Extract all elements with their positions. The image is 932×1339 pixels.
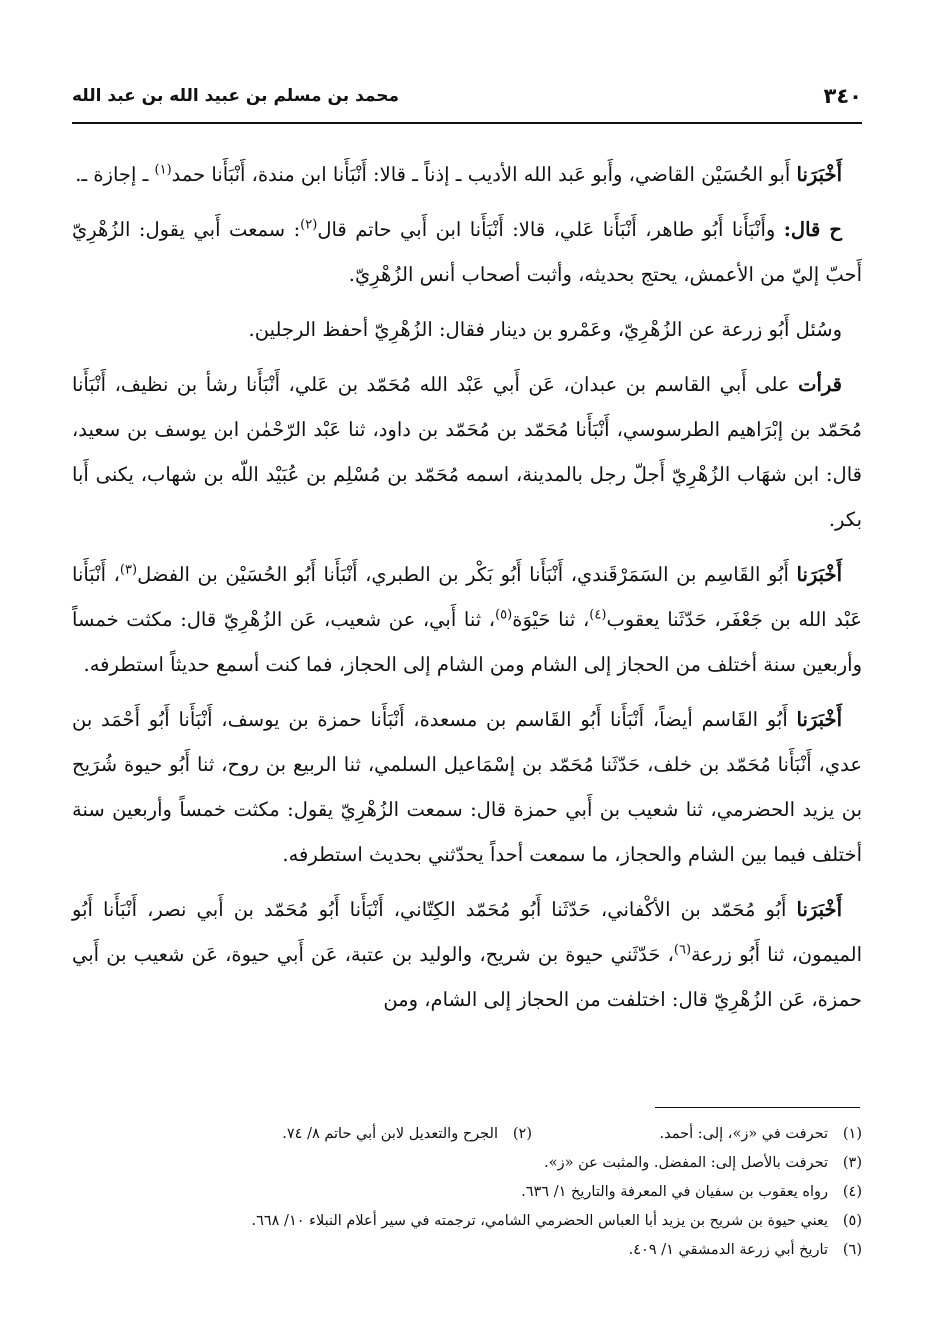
paragraph — [72, 362, 862, 542]
footnote-reference: (٤) — [589, 607, 607, 623]
footnote-reference: (٦) — [673, 942, 692, 958]
footnote-text: تحرفت في «ز»، إلى: أحمد. — [659, 1126, 828, 1142]
footnote-number: (٦) — [842, 1242, 862, 1258]
footnote-text: الجرح والتعديل لابن أبي حاتم ٨/ ٧٤. — [282, 1126, 498, 1142]
paragraph-text: ، ثنا أَبي، عن شعيب، عَن الزُهْرِيّ قال: مكثت خمساً وأربعين سنة أختلف من الحجاز إلى الشام ومن الشام إلى الحجاز، فما كنت أسمع حديثاً استطرفه. — [72, 608, 862, 676]
paragraph — [72, 887, 862, 1022]
footnote-text: يعني حيوة بن شريح بن يزيد أبا العباس الحضرمي الشامي، ترجمته في سير أعلام النبلاء ١٠/ ٦٦٨. — [251, 1213, 828, 1229]
paragraph-text: ، حَدّثَني حيوة بن شريح، والوليد بن عتبة، عَن أَبي حيوة، عَن شعيب بن أَبي حمزة، عَن الزُهْرِيّ قال: اختلفت من الحجاز إلى الشام، ومن — [72, 943, 862, 1011]
footnote-item — [72, 1207, 862, 1236]
footnote-item — [72, 1149, 862, 1178]
body-text — [72, 152, 862, 1032]
footnote-text: رواه يعقوب بن سفيان في المعرفة والتاريخ ١/ ٦٣٦. — [521, 1184, 828, 1200]
header-divider — [72, 122, 862, 124]
page-header — [72, 82, 862, 114]
footnote-divider — [655, 1107, 860, 1108]
paragraph-text: وسُئل أَبُو زرعة عن الزُهْرِيّ، وعَمْرو بن دينار فقال: الزُهْرِيّ أحفظ الرجلين. — [248, 318, 842, 341]
paragraph-lead-word: قرأت — [798, 373, 842, 396]
footnotes — [72, 1120, 862, 1265]
paragraph-lead-word: أَخْبَرَنا — [796, 708, 842, 731]
footnote-number: (٢) — [512, 1126, 532, 1142]
footnote-item — [72, 1236, 862, 1265]
paragraph-lead-word: أَخْبَرَنا — [796, 898, 842, 921]
page-number: ٣٤٠ — [823, 84, 862, 108]
paragraph-text: ، ثنا حَيْوَة — [512, 608, 590, 631]
paragraph-text: أَبُو القَاسِم بن السَمَرْقَندي، أَنْبَأَنا أَبُو بَكْر بن الطبري، أَنْبَأَنا أَبُو الحُسَيْن بن الفضل — [137, 563, 797, 586]
footnote-number: (٤) — [842, 1184, 862, 1200]
paragraph-lead-word: أَخْبَرَنا — [796, 163, 842, 186]
paragraph-text: ، أَنْبَأَنا عَبْد الله بن جَعْفَر، حَدّثَنا يعقوب — [72, 563, 862, 631]
running-title: محمد بن مسلم بن عبيد الله بن عبد الله — [72, 86, 400, 106]
footnote-reference: (٣) — [119, 562, 138, 578]
footnote-number: (٥) — [842, 1213, 862, 1229]
footnote-text: تاريخ أبي زرعة الدمشقي ١/ ٤٠٩. — [628, 1242, 828, 1258]
paragraph — [72, 697, 862, 877]
paragraph-text: ـ إجازة ـ. — [75, 163, 155, 186]
paragraph — [72, 552, 862, 687]
paragraph-lead-word: أَخْبَرَنا — [796, 563, 842, 586]
footnote-reference: (١) — [154, 162, 172, 178]
footnote-item — [282, 1120, 532, 1149]
paragraph-lead-word: ح قال: — [783, 218, 842, 241]
footnote-number: (١) — [842, 1126, 862, 1142]
paragraph-text: أَبُو مُحَمّد بن الأكْفاني، حَدّثَنا أَبُو مُحَمّد الكِتّاني، أَنْبَأَنا أَبُو مُحَمّد بن أَبي نصر، أَنْبَأَنا أَبُو الميمون، ثنا أَبُو زرعة — [72, 898, 862, 966]
footnote-item — [72, 1178, 862, 1207]
paragraph-text: أَبو الحُسَيْن القاضي، وأَبو عَبد الله الأديب ـ إذناً ـ قالا: أَنْبَأَنا ابن مندة، أَنْبَأَنا حمد — [171, 163, 797, 186]
paragraph — [72, 152, 862, 197]
footnote-reference: (٥) — [495, 607, 513, 623]
footnote-reference: (٢) — [300, 217, 318, 233]
footnote-text: تحرفت بالأصل إلى: المفضل. والمثبت عن «ز». — [544, 1155, 828, 1171]
paragraph — [72, 307, 862, 352]
paragraph-text: على أَبي القاسم بن عبدان، عَن أَبي عَبْد الله مُحَمّد بن عَلي، أَنْبَأَنا رشأ بن نظيف، أَنْبَأَنا مُحَمّد بن إبْرَاهيم الطرسوسي، أَنْبَأَنا مُحَمّد بن مُحَمّد بن داود، ثنا عَبْد الرّحْمٰن ابن يوسف بن سعيد، قال: ابن شهَاب الزُهْرِيّ أَجلّ رجل بالمدينة، اسمه مُحَمّد بن مُسْلِم بن عُبَيْد اللّه بن شهاب، يكنى أَبا بكر. — [72, 373, 862, 531]
footnote-number: (٣) — [842, 1155, 862, 1171]
paragraph — [72, 207, 862, 297]
footnote-item — [532, 1120, 862, 1149]
footnote-row-1-2 — [72, 1120, 862, 1149]
paragraph-text: أَبُو القَاسم أيضاً، أَنْبَأَنا أَبُو القَاسم بن مسعدة، أَنْبَأَنا حمزة بن يوسف، أَنْبَأَنا أَبُو أَحْمَد بن عدي، أَنْبَأَنا مُحَمّد بن خلف، حَدّثَنا مُحَمّد بن إسْمَاعيل السلمي، ثنا الربيع بن روح، ثنا أَبُو حيوة شُرَيح بن يزيد الحضرمي، ثنا شعيب بن أَبي حمزة قال: سمعت الزُهْرِيّ يقول: مكثت خمساً وأربعين سنة أختلف فيما بين الشام والحجاز، ما سمعت أحداً يحدّثني بحديث استطرفه. — [72, 708, 862, 866]
paragraph-text: : سمعت أَبي يقول: الزُهْرِيّ أَحبّ إليّ من الأعمش، يحتج بحديثه، وأثبت أصحاب أنس الزُهْرِيّ. — [72, 218, 862, 286]
paragraph-text: وأَنْبَأَنا أَبُو طاهر، أَنْبَأَنا عَلي، قالا: أَنْبَأَنا ابن أَبي حاتم قال — [317, 218, 784, 241]
